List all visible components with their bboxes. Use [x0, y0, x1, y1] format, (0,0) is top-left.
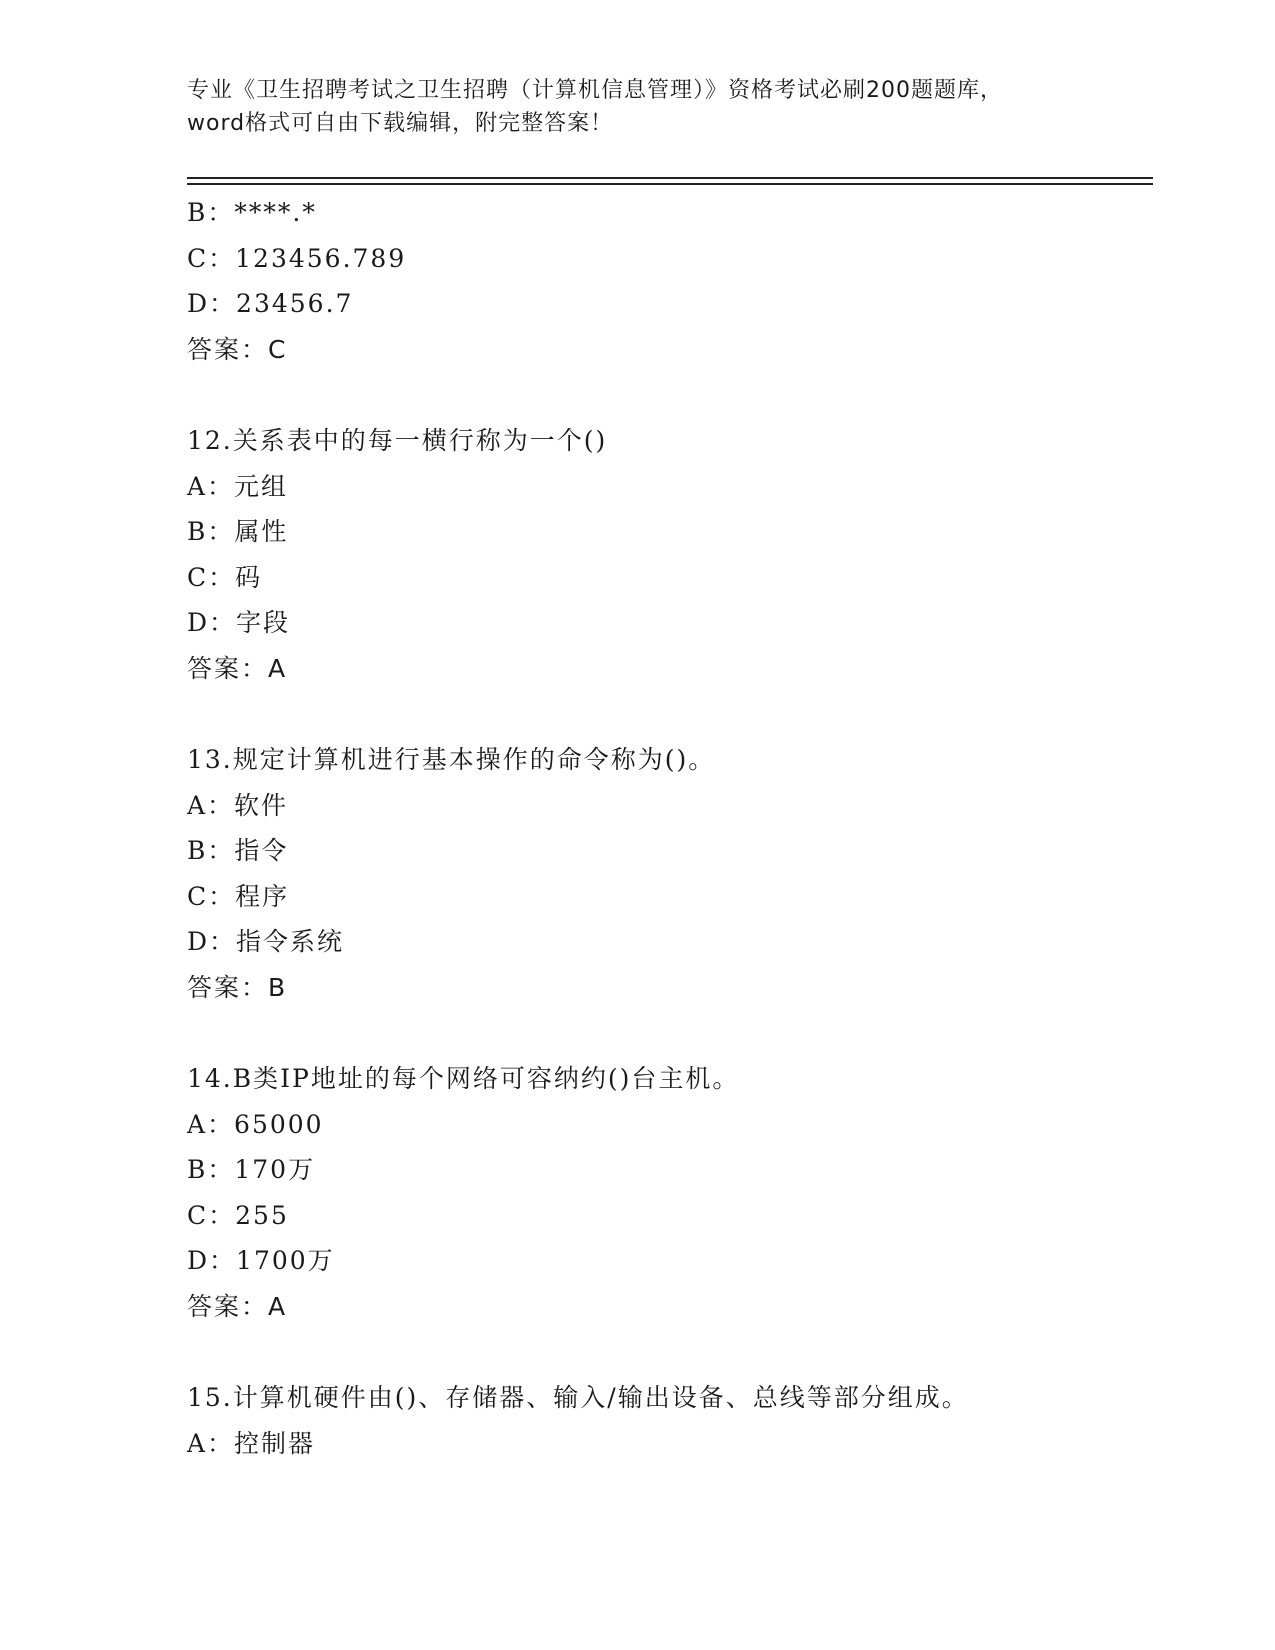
header-divider-top [187, 177, 1153, 179]
spacer [187, 1010, 1147, 1056]
question-stem: 14.B类IP地址的每个网络可容纳约()台主机。 [187, 1064, 740, 1093]
option-c: C：程序 [187, 881, 290, 911]
question-stem: 13.规定计算机进行基本操作的命令称为()。 [187, 745, 716, 774]
spacer [187, 372, 1147, 418]
option-a: A：控制器 [187, 1428, 316, 1458]
option-b: B：属性 [187, 517, 289, 546]
spacer [187, 691, 1147, 737]
option-a: A：软件 [187, 790, 289, 820]
question-list [187, 190, 1147, 1466]
question-14 [187, 1056, 1147, 1329]
spacer [187, 1329, 1147, 1375]
header-divider-bottom [187, 183, 1153, 185]
answer-line: 答案：B [187, 972, 288, 1002]
document-header [187, 74, 1087, 140]
answer-line: 答案：A [187, 1291, 288, 1321]
option-d: D：1700万 [187, 1246, 335, 1275]
option-b: B：指令 [187, 836, 289, 865]
option-d: D：字段 [187, 608, 291, 637]
option-c: C：123456.789 [187, 243, 407, 273]
option-a: A：元组 [187, 471, 289, 501]
question-stem: 15.计算机硬件由()、存储器、输入/输出设备、总线等部分组成。 [187, 1383, 969, 1412]
header-title-line-1: 专业《卫生招聘考试之卫生招聘（计算机信息管理）》资格考试必刷200题题库， [187, 78, 1003, 103]
option-b: B：****.* [187, 198, 317, 227]
answer-line: 答案：A [187, 653, 288, 683]
question-13 [187, 737, 1147, 1010]
option-a: A：65000 [187, 1109, 324, 1139]
option-d: D：23456.7 [187, 289, 354, 318]
option-c: C：码 [187, 562, 263, 592]
question-11-continued [187, 190, 1147, 372]
answer-line: 答案：C [187, 334, 288, 364]
option-b: B：170万 [187, 1155, 316, 1184]
question-15 [187, 1375, 1147, 1466]
question-12 [187, 418, 1147, 691]
question-stem: 12.关系表中的每一横行称为一个() [187, 426, 608, 455]
option-c: C：255 [187, 1200, 289, 1230]
option-d: D：指令系统 [187, 927, 345, 956]
header-title-line-2: word格式可自由下载编辑，附完整答案！ [187, 111, 614, 136]
